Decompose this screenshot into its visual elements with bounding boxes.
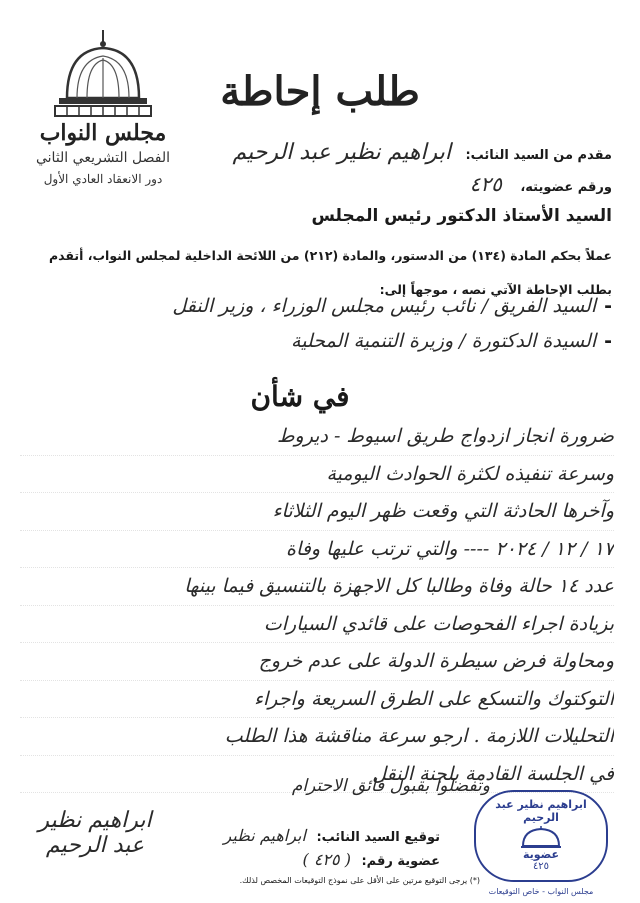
- submitter-name: ابراهيم نظير عبد الرحيم: [232, 140, 451, 165]
- body-line: ومحاولة فرض سيطرة الدولة على عدم خروج: [20, 643, 614, 681]
- footnote: (*) يرجى التوقيع مرتين على الأقل على نموذج التوقيعات المخصص لذلك.: [239, 876, 480, 885]
- parliament-emblem: [28, 28, 178, 188]
- emblem-term: الفصل التشريعي الثاني: [35, 150, 170, 166]
- dome-icon: [53, 28, 153, 120]
- closing-phrase: وتفضلوا بقبول فائق الاحترام: [291, 776, 490, 796]
- stamp-role: عضوية: [522, 848, 560, 861]
- stamp-name: ابراهيم نظير عبد الرحيم: [495, 798, 587, 824]
- body-line: عدد ١٤ حالة وفاة وطالبا كل الاجهزة بالتنسيق فيما بينها: [20, 568, 614, 606]
- handwritten-signature: ابراهيم نظير عبد الرحيم: [38, 808, 152, 858]
- signature-row: [224, 826, 440, 845]
- body-line: ١٧ / ١٢ / ٢٠٢٤ ---- والتي ترتب عليها وفاة: [20, 531, 614, 569]
- submitter-label: مقدم من السيد النائب:: [465, 148, 612, 163]
- signature-membership-row: [303, 850, 441, 869]
- body-line: ضرورة انجاز ازدواج طريق اسيوط - ديروط: [20, 418, 614, 456]
- stamp-dome-icon: [519, 826, 563, 848]
- body-line: بزيادة اجراء الفحوصات على قائدي السيارات: [20, 606, 614, 644]
- directed-to-item: -السيدة الدكتورة / وزيرة التنمية المحلية: [291, 330, 612, 352]
- body-line: في الجلسة القادمة بلجنة النقل: [20, 756, 614, 794]
- subject-body: [20, 418, 614, 793]
- signature-membership-label: عضوية رقم:: [361, 854, 440, 869]
- submitter-row: [232, 140, 612, 165]
- signature-value: ابراهيم نظير: [223, 826, 306, 845]
- body-line: وآخرها الحادثة التي وقعت ظهر اليوم الثلاثاء: [20, 493, 614, 531]
- addressee: السيد الأستاذ الدكتور رئيس المجلس: [311, 206, 612, 226]
- membership-label: ورقم عضويته،: [520, 180, 612, 195]
- signature-label: توقيع السيد النائب:: [316, 830, 440, 845]
- directed-to-item: -السيد الفريق / نائب رئيس مجلس الوزراء ، وزير النقل: [172, 295, 612, 317]
- body-line: التحليلات اللازمة . ارجو سرعة مناقشة هذا الطلب: [20, 718, 614, 756]
- body-line: وسرعة تنفيذه لكثرة الحوادث اليومية: [20, 456, 614, 494]
- subject-heading: في شأن: [250, 380, 350, 413]
- membership-number: ٤٢٥: [469, 172, 502, 196]
- stamp-footer: مجلس النواب - خاص التوقيعات: [488, 887, 594, 896]
- official-stamp: [474, 790, 608, 896]
- body-line: التوكتوك والتسكع على الطرق السريعة واجراء: [20, 681, 614, 719]
- membership-row: [470, 172, 612, 196]
- signature-membership-number: ( ٤٢٥ ): [302, 850, 351, 869]
- legal-basis: عملاً بحكم المادة (١٣٤) من الدستور، والمادة (٢١٢) من اللائحة الداخلية لمجلس النواب، أتقدم: [49, 248, 612, 263]
- emblem-name: مجلس النواب: [39, 120, 167, 146]
- emblem-session: دور الانعقاد العادي الأول: [43, 172, 163, 186]
- stamp-number: ٤٢٥: [532, 861, 550, 872]
- request-intro: بطلب الإحاطة الآتي نصه ، موجهاً إلى:: [379, 282, 612, 297]
- document-title: طلب إحاطة: [220, 68, 420, 115]
